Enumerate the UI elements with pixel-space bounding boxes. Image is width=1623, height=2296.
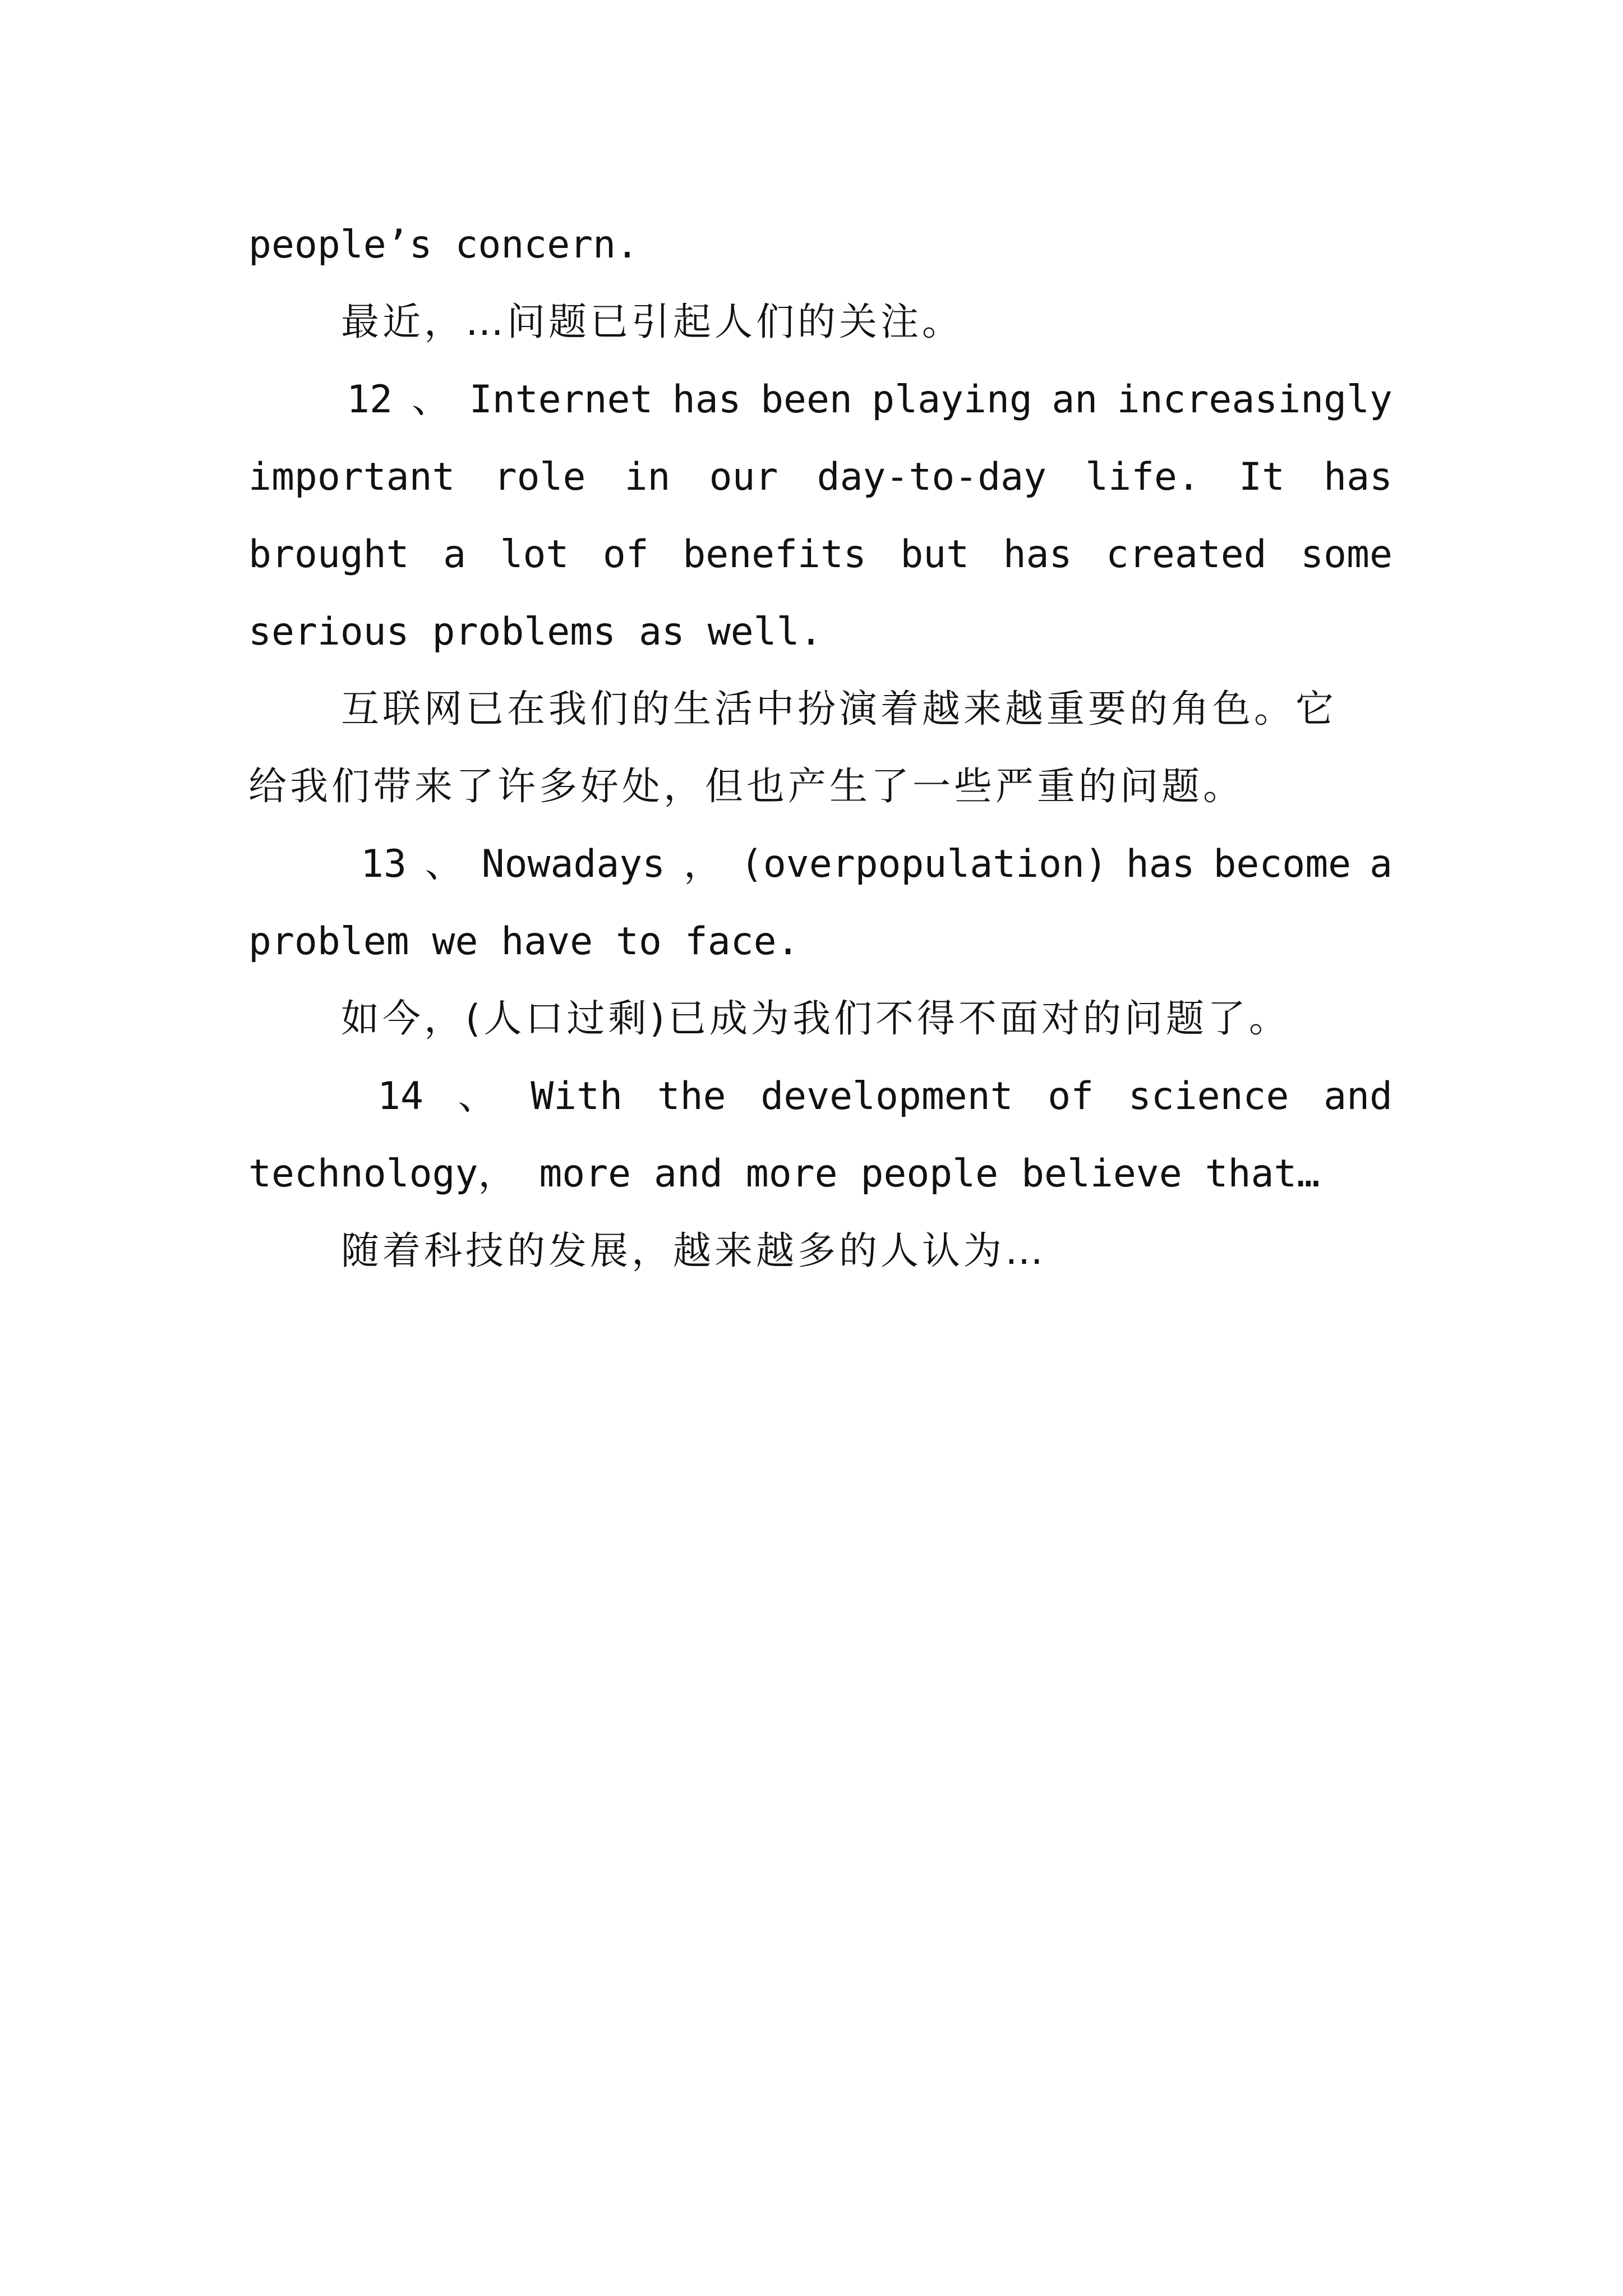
- word: in: [624, 455, 671, 499]
- word: the: [657, 1074, 726, 1119]
- item-number: 14: [377, 1074, 423, 1119]
- word: some: [1301, 532, 1393, 577]
- chinese-translation: 最近，…问题已引起人们的关注。: [341, 300, 964, 344]
- word: lot: [500, 532, 569, 577]
- chinese-translation: 如今，(人口过剩)已成为我们不得不面对的问题了。: [341, 997, 1291, 1041]
- item-13-line-1: [248, 826, 1393, 903]
- item-number: 13: [361, 842, 407, 886]
- word: Nowadays: [481, 842, 666, 886]
- comma: ，: [684, 842, 722, 886]
- word: day-to-day: [817, 455, 1047, 499]
- document-body: [248, 206, 1393, 1290]
- item-14-line-1: [248, 1058, 1393, 1135]
- word: a: [443, 532, 467, 577]
- item-13-line-2: problem we have to face.: [248, 919, 800, 964]
- item-12-line-4: serious problems as well.: [248, 610, 823, 654]
- word: It: [1239, 455, 1285, 499]
- chinese-translation: 随着科技的发展，越来越多的人认为…: [341, 1229, 1047, 1273]
- word: With: [531, 1074, 623, 1119]
- item-12-line-1: [248, 361, 1393, 439]
- word: benefits: [683, 532, 866, 577]
- enumeration-comma: 、: [458, 1074, 496, 1119]
- enumeration-comma: 、: [412, 378, 450, 422]
- word: increasingly: [1117, 378, 1393, 422]
- word: a: [1369, 842, 1393, 886]
- word: has: [1003, 532, 1072, 577]
- word: brought: [248, 532, 409, 577]
- word: become: [1213, 842, 1352, 886]
- word: important: [248, 455, 455, 499]
- word: Internet: [469, 378, 653, 422]
- enumeration-comma: 、: [425, 842, 463, 886]
- word: created: [1106, 532, 1267, 577]
- word: and: [1324, 1074, 1393, 1119]
- word: of: [1048, 1074, 1094, 1119]
- word: been: [760, 378, 852, 422]
- english-line: people’s concern.: [248, 223, 639, 267]
- word: has: [1126, 842, 1195, 886]
- item-14-line-2: technology， more and more people believe that…: [248, 1152, 1320, 1196]
- word: playing: [872, 378, 1032, 422]
- chinese-translation-line-1: 互联网已在我们的生活中扮演着越来越重要的角色。它: [341, 687, 1338, 731]
- word: (overpopulation): [740, 842, 1108, 886]
- word: of: [602, 532, 649, 577]
- word: life.: [1085, 455, 1200, 499]
- word: has: [1324, 455, 1393, 499]
- item-12-line-2: [248, 439, 1393, 516]
- chinese-translation-line-2: 给我们带来了许多好处，但也产生了一些严重的问题。: [248, 765, 1245, 809]
- word: science: [1128, 1074, 1289, 1119]
- item-12-line-3: [248, 516, 1393, 593]
- word: an: [1052, 378, 1098, 422]
- word: development: [760, 1074, 1013, 1119]
- item-number: 12: [347, 378, 393, 422]
- word: our: [709, 455, 778, 499]
- word: role: [494, 455, 586, 499]
- word: but: [900, 532, 970, 577]
- word: has: [672, 378, 741, 422]
